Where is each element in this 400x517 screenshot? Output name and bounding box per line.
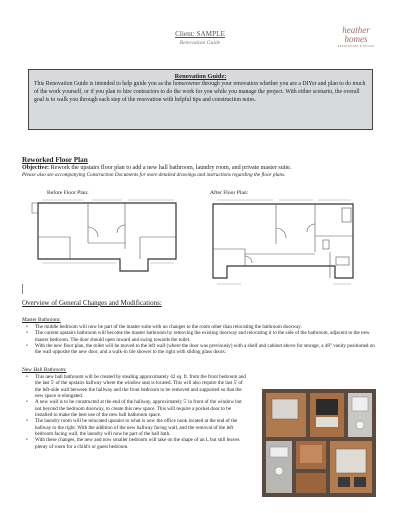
before-floor-plan-drawing [30, 197, 180, 277]
list-item: • With these changes, the new and now smaller bedroom will take on the shape of an L but still leaves plenty of room for a child's or guest bedroom. [22, 437, 247, 450]
separator-line [22, 284, 23, 294]
list-item: • This new hall bathroom will be created by stealing approximately 42 sq. ft. from the front bedroom and the last 5' of the upstairs hallway where the window seat is located. This will also require the last 5' of the left-side wall between the hallway and the front bedroom to be removed and supported so that the new space is elongated. [22, 374, 247, 399]
hall-bathroom-heading: New Hall Bathroom: [22, 367, 67, 373]
after-floor-plan-drawing [203, 194, 358, 289]
guide-title: Renovation Guide: [174, 73, 227, 80]
company-logo [330, 26, 382, 54]
logo-name: heather homes [342, 25, 370, 44]
objective-text: Rework the upstairs floor plan to add a new hall bathroom, laundry room, and private master suite. [49, 165, 292, 171]
list-item: • A new wall is to be constructed at the end of the hallway, approximately 5' in front of the window but not beyond the bedroom doorway, to create this new space. This will require a pocket door to be installed to make the best use of the new hall bathroom space. [22, 399, 247, 418]
logo-tagline: RENOVATIONS & DESIGN [337, 45, 375, 48]
guide-body: This Renovation Guide is intended to help guide you as the homeowner through your renovation whether you are a DIYer and plan to do much of the work yourself, or if you plan to hire contractors to do the work for you while you manage the project. With either scenario, the overall goal is to walk you through each step of the renovation with helpful tips and construction notes. [34, 81, 366, 103]
list-item: • The middle bedroom will now be part of the master suite with no changes to the room other than relocating the bathroom doorway. [22, 324, 380, 330]
after-plan-label: After Floor Plan: [210, 190, 249, 196]
objective-label: Objective: [22, 165, 50, 171]
objective-paragraph [22, 165, 382, 179]
master-bathroom-list [22, 324, 380, 356]
floor-plan-title: Reworked Floor Plan [22, 156, 88, 164]
overview-title: Overview of General Changes and Modifications: [22, 299, 162, 307]
floor-plan-3d-rendering [258, 385, 380, 501]
list-item: • With the new floor plan, the toilet will be moved to the left wall (where the door was previously) with a shelf and cabinet above for storage, a 48" vanity positioned on the wall opposite the new door, and a walk-in tile shower to the right with sliding glass doors. [22, 343, 380, 356]
list-item: • The current upstairs bathroom will become the master bathroom by removing the existing doorway and relocating it to the side of the bathroom, adjacent to the new master bedroom. The door should open inward and swing towards the toilet. [22, 330, 380, 343]
hall-bathroom-list [22, 374, 247, 450]
client-name: Client: SAMPLE [175, 30, 225, 38]
master-bathroom-heading: Master Bathroom: [22, 317, 61, 323]
renovation-guide-box [28, 69, 373, 130]
list-item: • The laundry room will be relocated upstairs to what is now the office nook located at the end of the hallway to the right. With the addition of the new hallway facing wall, and the removal of the left bedroom facing wall, the laundry will now be part of the hall bath. [22, 418, 247, 437]
before-plan-label: Before Floor Plan: [47, 190, 89, 196]
document-subtitle: Renovation Guide [179, 40, 221, 46]
objective-note: Please also see accompanying Construction Documents for more detailed drawings and instructions regarding the floor plans. [22, 172, 286, 178]
